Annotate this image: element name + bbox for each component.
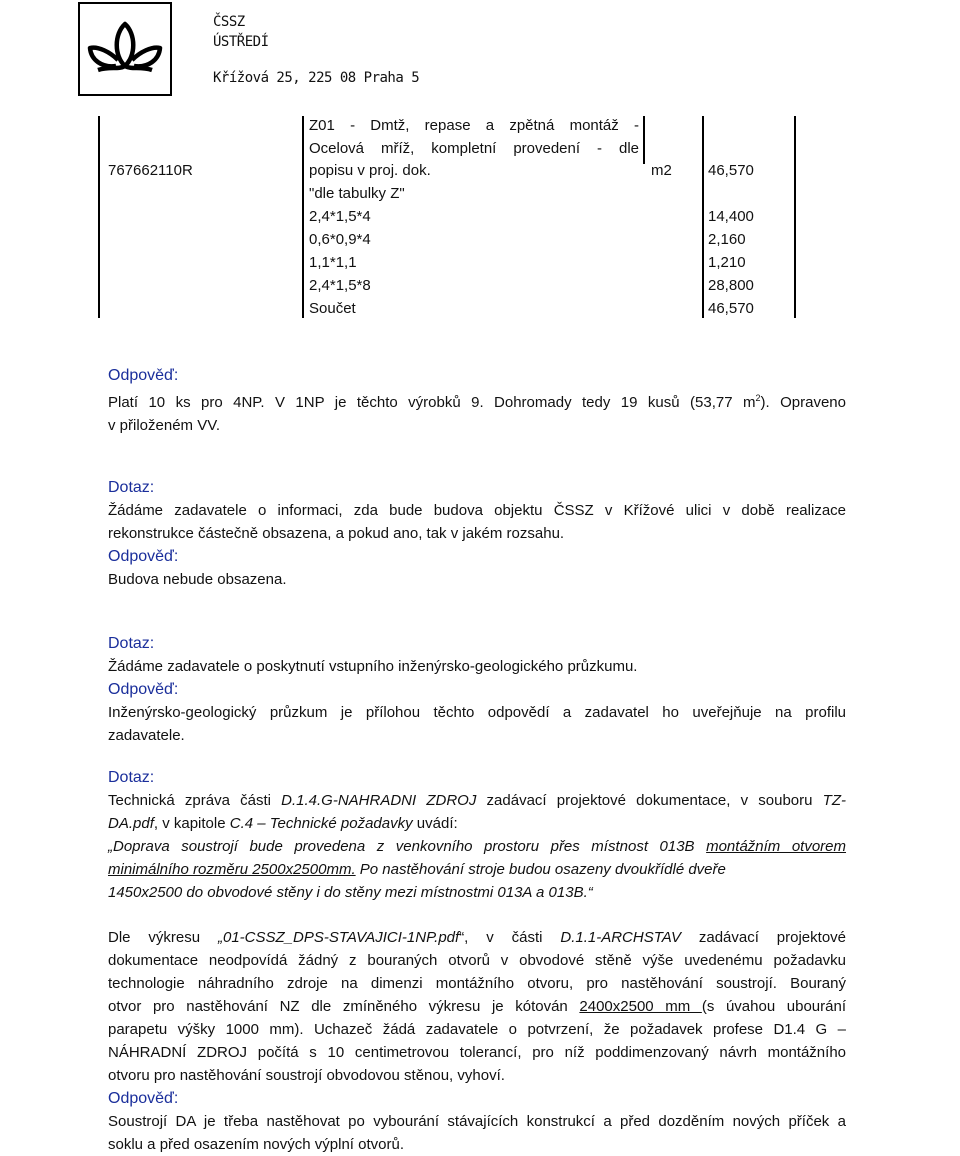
- table-border: [643, 116, 645, 164]
- quoted-text-line: 1450x2500 do obvodové stěny i do stěny mezi místnostmi 013A a 013B.“: [108, 884, 593, 901]
- answer-block-1: [108, 364, 846, 437]
- question-text-line: Žádáme zadavatele o informaci, zda bude budova objektu ČSSZ v Křížové ulici v době realizace: [108, 502, 846, 519]
- answer-label: Odpověď:: [108, 681, 179, 698]
- item-code: 767662110R: [108, 162, 193, 179]
- item-description-line: popisu v proj. dok.: [309, 162, 431, 179]
- sub-row-label: 0,6*0,9*4: [309, 231, 371, 248]
- org-name: ČSSZ: [213, 14, 245, 30]
- sub-row-label: 2,4*1,5*8: [309, 277, 371, 294]
- question-label: Dotaz:: [108, 479, 155, 496]
- question-text-line: otvoru pro nastěhování soustrojí obvodovou stěnou, vyhoví.: [108, 1067, 505, 1084]
- question-label: Dotaz:: [108, 769, 155, 786]
- cssz-logo: [78, 2, 172, 96]
- sub-row-value: 28,800: [708, 277, 754, 294]
- table-border: [98, 116, 100, 318]
- question-text-line: otvor pro nastěhování NZ dle zmíněného výkresu je kótován 2400x2500 mm (s úvahou ubourání: [108, 998, 846, 1015]
- answer-label: Odpověď:: [108, 1090, 179, 1107]
- question-text-line: Technická zpráva části D.1.4.G-NAHRADNI ZDROJ zadávací projektové dokumentace, v souboru TZ-: [108, 792, 846, 809]
- question-text-line: parapetu výšky 1000 mm). Uchazeč žádá zadavatele o potvrzení, že požadavek profese D1.4 G –: [108, 1021, 846, 1038]
- question-block-2: [108, 476, 846, 591]
- answer-text-line: Inženýrsko-geologický průzkum je přílohou těchto odpovědí a zadavatel ho uveřejňuje na profilu: [108, 704, 846, 721]
- item-unit: m2: [651, 162, 672, 179]
- answer-text-line: Budova nebude obsazena.: [108, 571, 287, 588]
- question-block-3: [108, 632, 846, 747]
- question-text-line: DA.pdf, v kapitole C.4 – Technické požadavky uvádí:: [108, 815, 458, 832]
- sub-row-label: Součet: [309, 300, 356, 317]
- question-block-4: [108, 766, 846, 1156]
- question-text-line: Dle výkresu „01-CSSZ_DPS-STAVAJICI-1NP.pdf“, v části D.1.1-ARCHSTAV zadávací projektové: [108, 929, 846, 946]
- sub-row-label: "dle tabulky Z": [309, 185, 405, 202]
- answer-text-line: Soustrojí DA je třeba nastěhovat po vybourání stávajících konstrukcí a před dozděním nových příček a: [108, 1113, 846, 1130]
- sub-row-value: 2,160: [708, 231, 746, 248]
- table-border: [794, 116, 796, 318]
- quoted-text-line: minimálního rozměru 2500x2500mm. Po nastěhování stroje budou osazeny dvoukřídlé dveře: [108, 861, 726, 878]
- answer-text-line: v přiloženém VV.: [108, 417, 221, 434]
- answer-label: Odpověď:: [108, 367, 179, 384]
- page-header: [0, 0, 960, 100]
- sub-row-label: 2,4*1,5*4: [309, 208, 371, 225]
- org-address: Křížová 25, 225 08 Praha 5: [213, 70, 420, 86]
- item-description-line: Z01 - Dmtž, repase a zpětná montáž -: [309, 117, 639, 134]
- sub-row-value: 14,400: [708, 208, 754, 225]
- sub-row-value: 1,210: [708, 254, 746, 271]
- table-border: [702, 116, 704, 318]
- answer-label: Odpověď:: [108, 548, 179, 565]
- answer-text-line: Platí 10 ks pro 4NP. V 1NP je těchto výrobků 9. Dohromady tedy 19 kusů (53,77 $m^2$). Opraveno: [108, 393, 846, 411]
- org-unit: ÚSTŘEDÍ: [213, 34, 269, 50]
- answer-text-line: zadavatele.: [108, 727, 185, 744]
- item-description-line: Ocelová mříž, kompletní provedení - dle: [309, 140, 639, 157]
- question-text-line: NÁHRADNÍ ZDROJ počítá s 10 centimetrovou tolerancí, pro níž poddimenzovaný návrh montážního: [108, 1044, 846, 1061]
- table-border: [302, 116, 304, 318]
- organization-block: [213, 12, 420, 86]
- question-text-line: Žádáme zadavatele o poskytnutí vstupního inženýrsko-geologického průzkumu.: [108, 658, 638, 675]
- sub-row-label: 1,1*1,1: [309, 254, 357, 271]
- item-quantity: 46,570: [708, 162, 754, 179]
- quoted-text-line: „Doprava soustrojí bude provedena z venkovního prostoru přes místnost 013B montážním otvorem: [108, 838, 847, 855]
- spacer: [108, 904, 846, 926]
- question-text-line: technologie náhradního zdroje na dimenzi montážního otvoru, pro nastěhování soustrojí. Bouraný: [108, 975, 846, 992]
- question-text-line: rekonstrukce částečně obsazena, a pokud ano, tak v jakém rozsahu.: [108, 525, 565, 542]
- sub-row-value: 46,570: [708, 300, 754, 317]
- question-text-line: dokumentace neodpovídá žádný z bouraných otvorů v obvodové stěně výše uvedenému požadavku: [108, 952, 846, 969]
- question-label: Dotaz:: [108, 635, 155, 652]
- cssz-lotus-logo-icon: [80, 4, 170, 94]
- answer-text-line: soklu a před osazením nových výplní otvorů.: [108, 1136, 404, 1153]
